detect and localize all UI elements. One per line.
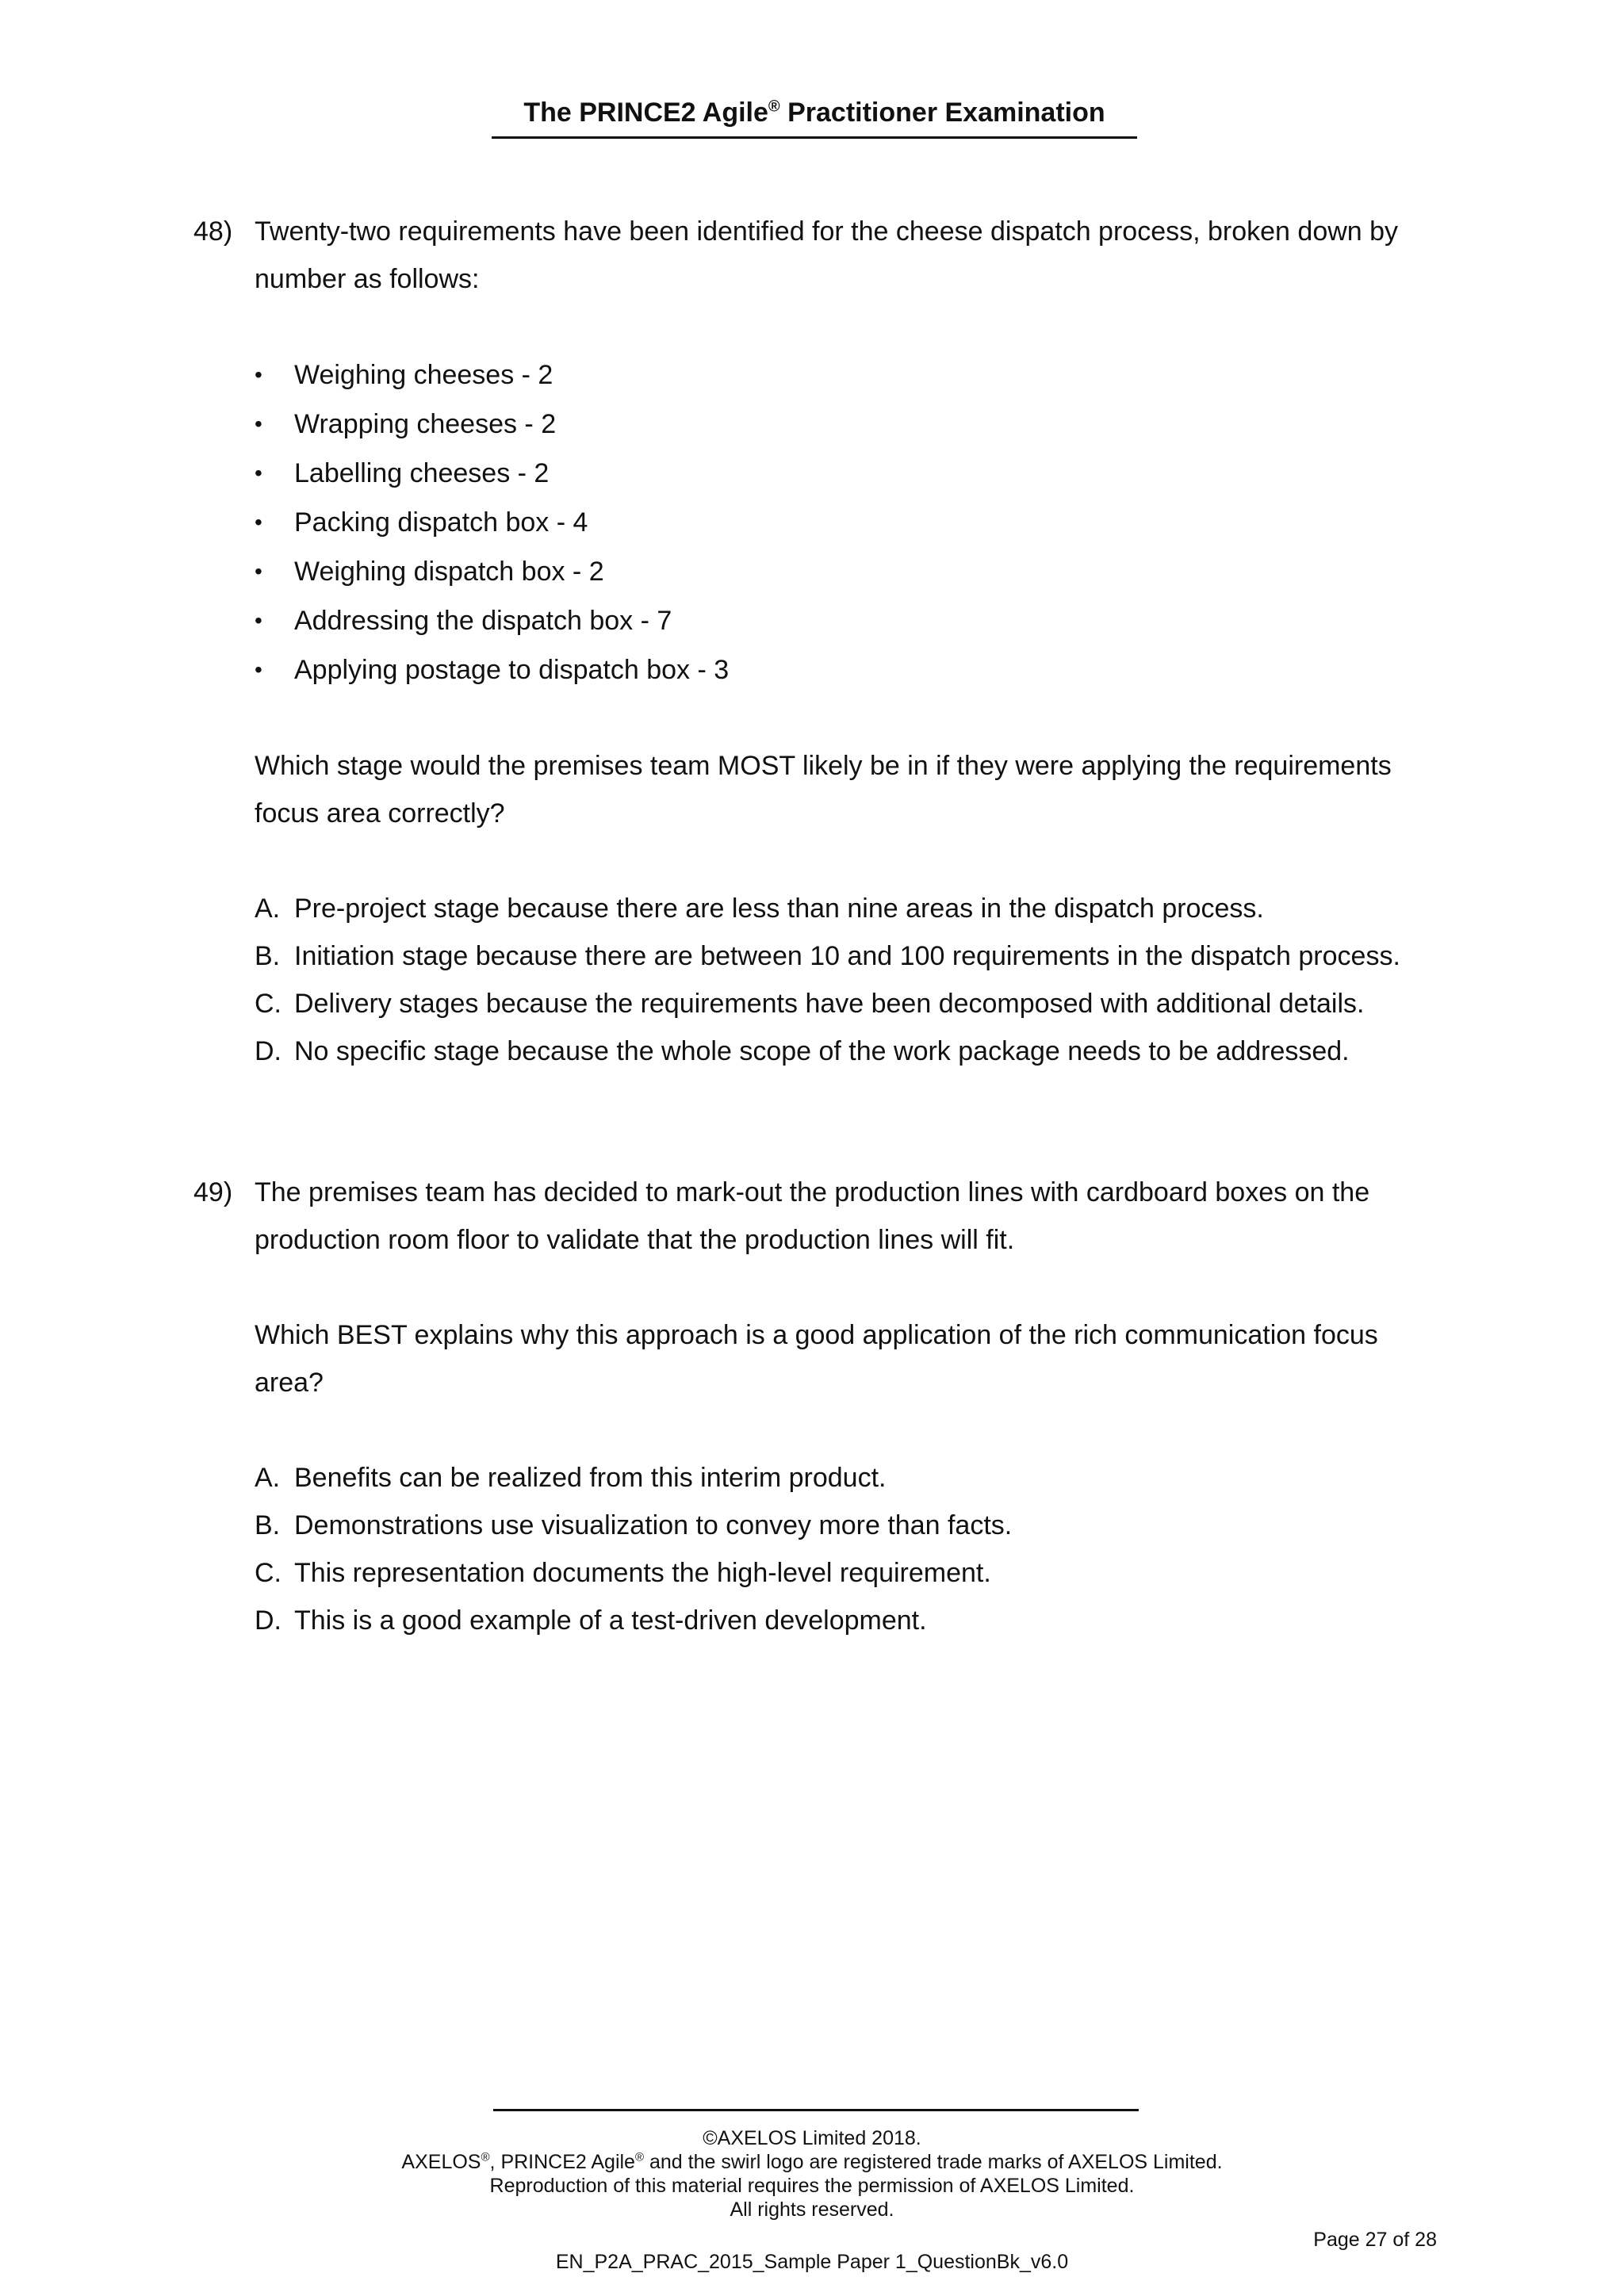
option-letter: A.: [255, 1463, 281, 1493]
list-item: • Packing dispatch box - 4: [255, 498, 1431, 547]
page-footer: [238, 2126, 1386, 2221]
answer-option-c[interactable]: [255, 980, 1431, 1027]
option-letter: C.: [255, 989, 282, 1019]
question-stem-line: The premises team has decided to mark-out the production lines with cardboard boxes on the: [255, 1177, 1370, 1207]
option-letter: A.: [255, 894, 281, 924]
question-stem: [255, 208, 1431, 303]
option-letter: D.: [255, 1036, 282, 1066]
option-text: Delivery stages because the requirements have been decomposed with additional details.: [294, 989, 1365, 1019]
bullet-icon: •: [255, 559, 262, 584]
bullet-icon: •: [255, 461, 262, 485]
list-item: • Weighing cheeses - 2: [255, 350, 1431, 400]
option-letter: D.: [255, 1605, 282, 1636]
footer-rights: All rights reserved.: [730, 2198, 894, 2221]
answer-option-c[interactable]: [255, 1549, 1431, 1597]
option-text: Benefits can be realized from this interim product.: [294, 1463, 887, 1493]
option-letter: B.: [255, 1510, 281, 1540]
header-registered-mark: ®: [768, 98, 780, 116]
option-letter: C.: [255, 1558, 282, 1588]
question-stem-line: Twenty-two requirements have been identified for the cheese dispatch process, broken down by: [255, 216, 1399, 247]
bullet-icon: •: [255, 608, 262, 633]
bullet-icon: •: [255, 657, 262, 682]
question-prompt: [255, 742, 1431, 837]
header-title-post: Practitioner Examination: [779, 98, 1105, 128]
answer-option-a[interactable]: [255, 885, 1431, 932]
question-49: [193, 1169, 1431, 1644]
footer-trademarks: AXELOS®, PRINCE2 Agile® and the swirl logo are registered trade marks of AXELOS Limited.: [401, 2150, 1223, 2173]
question-stem-line: number as follows:: [255, 264, 480, 294]
option-text: Pre-project stage because there are less than nine areas in the dispatch process.: [294, 894, 1264, 924]
answer-option-b[interactable]: [255, 1502, 1431, 1549]
answer-options: [255, 1454, 1431, 1644]
footer-divider: [493, 2109, 1139, 2111]
question-body: [255, 208, 1431, 1075]
question-prompt-line: Which stage would the premises team MOST likely be in if they were applying the requirements: [255, 751, 1392, 781]
question-body: [255, 1169, 1431, 1644]
question-prompt-line: area?: [255, 1368, 324, 1398]
header-title-pre: The PRINCE2 Agile: [523, 98, 768, 128]
question-prompt-line: focus area correctly?: [255, 798, 505, 828]
option-text: This representation documents the high-level requirement.: [294, 1558, 991, 1588]
page-content: [193, 208, 1431, 1644]
page-number: Page 27 of 28: [1313, 2229, 1437, 2251]
option-letter: B.: [255, 941, 281, 971]
question-prompt: [255, 1311, 1431, 1406]
question-stem: [255, 1169, 1431, 1264]
document-id: EN_P2A_PRAC_2015_Sample Paper 1_QuestionBk_v6.0: [555, 2251, 1069, 2273]
answer-option-a[interactable]: [255, 1454, 1431, 1502]
list-item: • Applying postage to dispatch box - 3: [255, 645, 1431, 695]
question-48: [193, 208, 1431, 1075]
question-number: 48): [193, 216, 233, 247]
answer-options: [255, 885, 1431, 1075]
page-header: [492, 94, 1137, 139]
list-item: • Weighing dispatch box - 2: [255, 547, 1431, 596]
list-item: • Labelling cheeses - 2: [255, 449, 1431, 498]
answer-option-b[interactable]: [255, 932, 1431, 980]
footer-copyright: ©AXELOS Limited 2018.: [703, 2127, 921, 2149]
bullet-icon: •: [255, 362, 262, 387]
requirements-list: [255, 350, 1431, 695]
option-text: Initiation stage because there are between 10 and 100 requirements in the dispatch process.: [294, 941, 1400, 971]
option-text: This is a good example of a test-driven development.: [294, 1605, 927, 1636]
list-item: • Addressing the dispatch box - 7: [255, 596, 1431, 645]
question-number: 49): [193, 1177, 233, 1207]
footer-reproduction: Reproduction of this material requires the permission of AXELOS Limited.: [489, 2175, 1135, 2197]
option-text: No specific stage because the whole scope of the work package needs to be addressed.: [294, 1036, 1350, 1066]
answer-option-d[interactable]: [255, 1027, 1431, 1075]
answer-option-d[interactable]: [255, 1597, 1431, 1644]
question-stem-line: production room floor to validate that the production lines will fit.: [255, 1225, 1015, 1255]
option-text: Demonstrations use visualization to convey more than facts.: [294, 1510, 1013, 1540]
bullet-icon: •: [255, 510, 262, 534]
list-item: • Wrapping cheeses - 2: [255, 400, 1431, 449]
bullet-icon: •: [255, 411, 262, 436]
question-prompt-line: Which BEST explains why this approach is a good application of the rich communication focus: [255, 1320, 1378, 1350]
